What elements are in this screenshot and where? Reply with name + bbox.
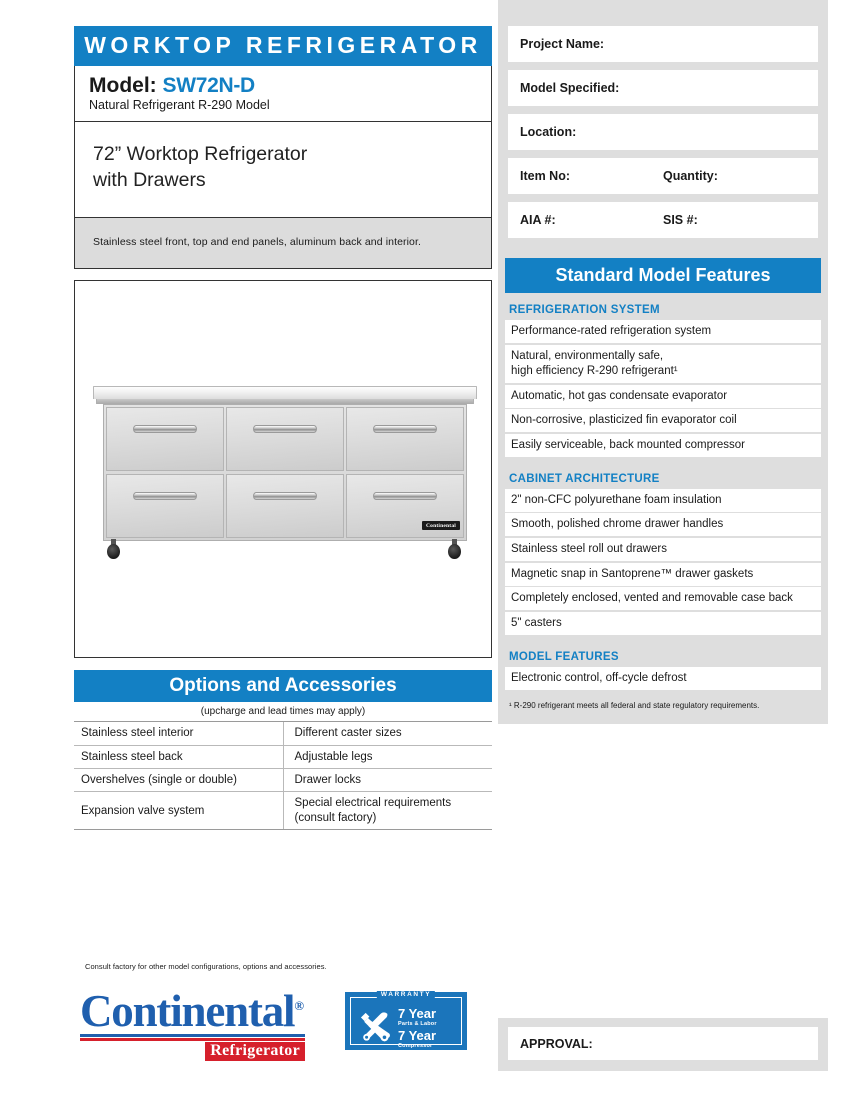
option-cell: Overshelves (single or double) xyxy=(74,769,283,792)
form-field-label: Location: xyxy=(520,125,577,139)
options-table xyxy=(74,722,492,830)
option-cell: Stainless steel back xyxy=(74,745,283,768)
option-cell: Stainless steel interior xyxy=(74,722,283,745)
feature-item: Electronic control, off-cycle defrost xyxy=(505,667,821,690)
features-panel xyxy=(498,293,828,724)
form-field-label-secondary: SIS #: xyxy=(663,213,698,227)
worktop-surface xyxy=(93,386,477,399)
warranty-scope-compressor: Compressor xyxy=(398,1042,433,1049)
approval-field[interactable] xyxy=(508,1027,818,1060)
wrench-screwdriver-icon xyxy=(357,1010,395,1042)
form-field-label-secondary: Quantity: xyxy=(663,169,718,183)
warranty-scope-parts: Parts & Labor xyxy=(398,1020,437,1027)
warranty-label: WARRANTY xyxy=(377,991,435,998)
consult-factory-note: Consult factory for other model configurations, options and accessories. xyxy=(85,962,327,971)
options-heading: Options and Accessories xyxy=(74,670,492,702)
cabinet-body xyxy=(103,404,467,541)
feature-item: Automatic, hot gas condensate evaporator xyxy=(505,385,821,408)
drawer xyxy=(106,474,224,538)
section-spacer xyxy=(505,637,821,647)
feature-item: Performance-rated refrigeration system xyxy=(505,320,821,343)
option-cell: Drawer locks xyxy=(283,769,492,792)
form-field-row[interactable] xyxy=(508,26,818,62)
feature-item: Natural, environmentally safe, high efficiency R-290 refrigerant¹ xyxy=(505,345,821,383)
caster-wheel xyxy=(107,544,120,559)
description-box xyxy=(74,122,492,218)
form-field-row[interactable] xyxy=(508,114,818,150)
option-cell: Adjustable legs xyxy=(283,745,492,768)
warranty-text xyxy=(398,1007,437,1052)
feature-section-title: CABINET ARCHITECTURE xyxy=(509,472,660,485)
form-field-label: AIA #: xyxy=(520,213,556,227)
model-prefix-label: Model: xyxy=(89,74,163,97)
product-image-frame xyxy=(74,280,492,658)
drawer-handle xyxy=(373,425,438,433)
continental-logo xyxy=(80,986,312,1061)
option-cell: Different caster sizes xyxy=(283,722,492,745)
feature-section-title: REFRIGERATION SYSTEM xyxy=(509,304,660,316)
description-line-2: with Drawers xyxy=(93,168,206,191)
form-field-label: Project Name: xyxy=(520,37,605,51)
form-field-row[interactable] xyxy=(508,202,818,238)
option-cell: Expansion valve system xyxy=(74,792,283,830)
table-row xyxy=(74,792,492,830)
model-subtitle: Natural Refrigerant R-290 Model xyxy=(89,98,270,113)
drawer-handle xyxy=(373,492,438,500)
feature-item: Magnetic snap in Santoprene™ drawer gaskets xyxy=(505,563,821,586)
description-line-1: 72” Worktop Refrigerator xyxy=(93,142,308,165)
drawer-handle xyxy=(253,492,318,500)
logo-wordmark xyxy=(80,986,305,1036)
logo-brand-text: Continental xyxy=(80,986,295,1036)
project-info-panel xyxy=(498,0,828,248)
caster-right xyxy=(448,539,461,559)
model-box xyxy=(74,66,492,122)
features-heading-wrap xyxy=(498,258,828,293)
feature-item: 2" non-CFC polyurethane foam insulation xyxy=(505,489,821,512)
table-row xyxy=(74,745,492,768)
left-column xyxy=(74,26,492,830)
option-cell: Special electrical requirements (consult factory) xyxy=(283,792,492,830)
feature-item: Smooth, polished chrome drawer handles xyxy=(505,513,821,536)
warranty-years-parts: 7 Year xyxy=(398,1006,437,1021)
caster-left xyxy=(107,539,120,559)
form-field-label: Item No: xyxy=(520,169,570,183)
product-brand-badge: Continental xyxy=(422,521,460,530)
drawer-handle xyxy=(253,425,318,433)
right-column xyxy=(498,0,828,724)
logo-refrigerator-text: Refrigerator xyxy=(205,1042,305,1061)
warranty-years-compressor: 7 Year xyxy=(398,1028,437,1044)
model-line xyxy=(89,75,477,97)
table-row xyxy=(74,769,492,792)
section-spacer xyxy=(505,459,821,469)
registered-trademark-icon: ® xyxy=(294,998,305,1013)
feature-item: Stainless steel roll out drawers xyxy=(505,538,821,561)
feature-item: Easily serviceable, back mounted compressor xyxy=(505,434,821,457)
features-heading: Standard Model Features xyxy=(505,258,821,293)
table-row xyxy=(74,722,492,745)
page-title: WORKTOP REFRIGERATOR xyxy=(74,26,492,66)
caster-wheel xyxy=(448,544,461,559)
construction-note-box xyxy=(74,218,492,269)
approval-panel xyxy=(498,1018,828,1071)
feature-section-title: MODEL FEATURES xyxy=(509,650,619,663)
feature-item: Non-corrosive, plasticized fin evaporator coil xyxy=(505,409,821,432)
drawer-handle xyxy=(133,492,198,500)
form-field-label: Model Specified: xyxy=(520,81,620,95)
panel-spacer xyxy=(498,248,828,258)
approval-label: APPROVAL: xyxy=(520,1036,593,1051)
warranty-badge xyxy=(345,992,467,1050)
model-number: SW72N-D xyxy=(162,74,255,97)
feature-item: Completely enclosed, vented and removable case back xyxy=(505,587,821,610)
features-footnote: ¹ R-290 refrigerant meets all federal and state regulatory requirements. xyxy=(509,701,760,711)
form-field-row[interactable] xyxy=(508,158,818,194)
product-illustration xyxy=(93,386,477,561)
drawer xyxy=(346,407,464,471)
feature-item: 5" casters xyxy=(505,612,821,635)
drawer xyxy=(106,407,224,471)
options-subheading: (upcharge and lead times may apply) xyxy=(74,702,492,722)
drawer-handle xyxy=(133,425,198,433)
drawer xyxy=(226,407,344,471)
construction-note: Stainless steel front, top and end panels, aluminum back and interior. xyxy=(93,236,422,249)
drawer xyxy=(226,474,344,538)
warranty-badge-frame xyxy=(350,991,462,1049)
form-field-row[interactable] xyxy=(508,70,818,106)
